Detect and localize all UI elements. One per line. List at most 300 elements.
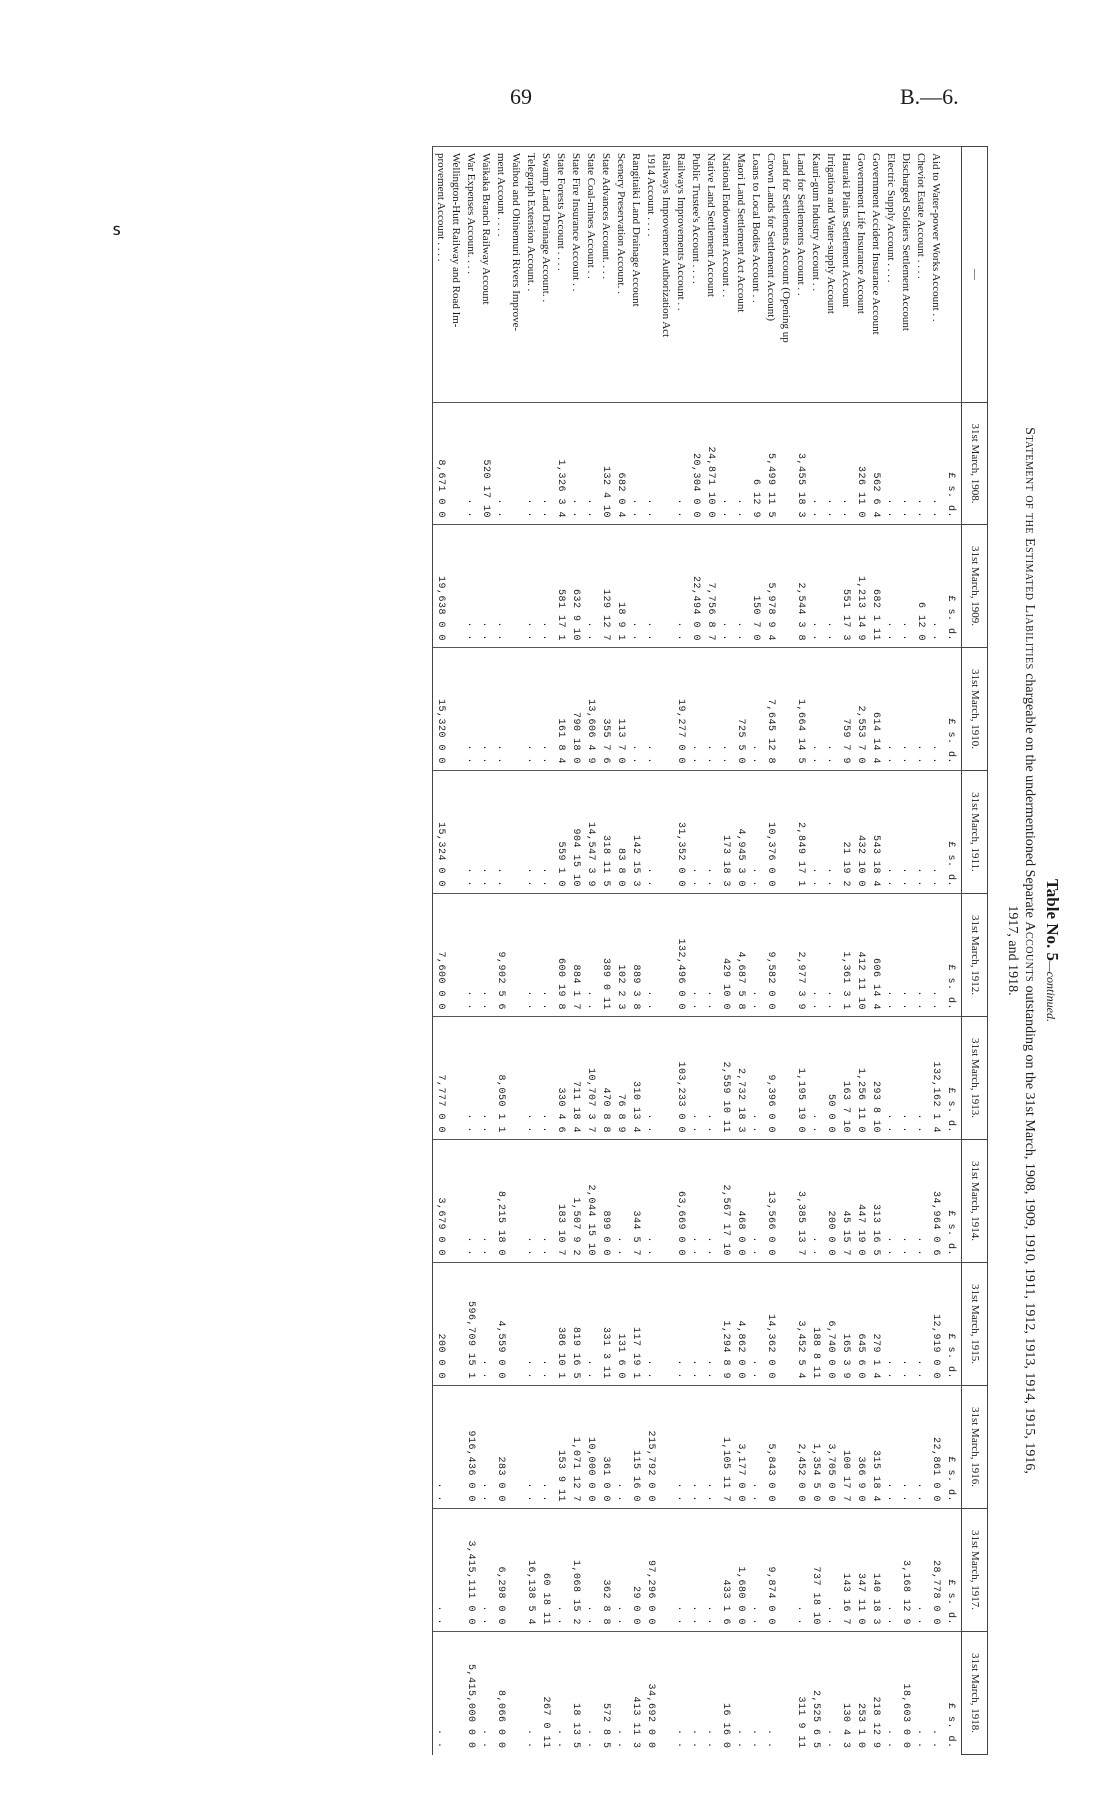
liability-value: . . xyxy=(928,648,943,771)
liability-value: 645 6 0 xyxy=(853,1263,868,1386)
liability-value: 2,044 15 10 xyxy=(583,1140,598,1263)
liability-value: 355 7 6 xyxy=(598,648,613,771)
liability-value: . . xyxy=(643,1263,658,1386)
liability-value: 132,496 0 0 xyxy=(673,894,688,1017)
liability-value: . . xyxy=(883,1386,898,1509)
liability-value: . . xyxy=(883,771,898,894)
table-row xyxy=(808,147,823,1755)
liability-value: 682 1 11 xyxy=(868,525,883,648)
liability-value: 1,105 11 7 xyxy=(718,1386,733,1509)
liability-value: . . xyxy=(433,1632,449,1755)
liability-value: 310 13 4 xyxy=(628,1017,643,1140)
table-row xyxy=(868,147,883,1755)
liability-value: 14,547 3 9 xyxy=(583,771,598,894)
header-row xyxy=(962,147,988,1755)
liability-value: 1,068 15 2 xyxy=(568,1509,583,1632)
table-row xyxy=(733,147,748,1755)
liability-value: 4,862 0 0 xyxy=(733,1263,748,1386)
table-row xyxy=(598,147,613,1755)
liability-value: . . xyxy=(538,1017,553,1140)
liability-value: 200 0 0 xyxy=(433,1263,449,1386)
liability-value xyxy=(448,525,463,648)
liability-value: 366 9 0 xyxy=(853,1386,868,1509)
liability-value: 1,195 19 0 xyxy=(793,1017,808,1140)
liability-value xyxy=(508,1263,523,1386)
liability-value xyxy=(448,1017,463,1140)
liability-value: . . xyxy=(823,648,838,771)
liability-value: 2,553 7 0 xyxy=(853,648,868,771)
account-name: Cheviot Estate Account . . . . xyxy=(913,147,928,403)
liability-value: 279 1 4 xyxy=(868,1263,883,1386)
liability-value: . . xyxy=(808,648,823,771)
liability-value xyxy=(508,1632,523,1755)
account-name: Scenery Preservation Account. . xyxy=(613,147,628,403)
liability-value: . . xyxy=(913,403,928,525)
liability-value xyxy=(658,1386,673,1509)
liability-value: . . xyxy=(793,1509,808,1632)
liability-value: 759 7 9 xyxy=(838,648,853,771)
liability-value: . . xyxy=(538,894,553,1017)
liability-value: 899 0 0 xyxy=(598,1140,613,1263)
units-cell: £ s. d. xyxy=(943,894,962,1017)
subtitle-accounts: Accounts xyxy=(1022,921,1037,983)
liability-value: . . xyxy=(913,1017,928,1140)
table-row xyxy=(628,147,643,1755)
liability-value: . . xyxy=(703,1017,718,1140)
account-name: National Endowment Account . . xyxy=(718,147,733,403)
liability-value: . . xyxy=(703,1263,718,1386)
liability-value: 9,396 0 0 xyxy=(763,1017,778,1140)
liability-value: 3,455 18 3 xyxy=(793,403,808,525)
liability-value: 16 16 0 xyxy=(718,1632,733,1755)
liability-value: 6 12 9 xyxy=(748,403,763,525)
liability-value: 386 10 1 xyxy=(553,1263,568,1386)
liability-value: . . xyxy=(688,1509,703,1632)
liability-value: 13,606 4 9 xyxy=(583,648,598,771)
liability-value: 153 9 11 xyxy=(553,1386,568,1509)
liability-value: . . xyxy=(808,1017,823,1140)
units-cell: £ s. d. xyxy=(943,771,962,894)
liability-value: 562 6 4 xyxy=(868,403,883,525)
liability-value: 433 1 6 xyxy=(718,1509,733,1632)
liability-value xyxy=(658,1632,673,1755)
liability-value xyxy=(448,1509,463,1632)
liability-value: . . xyxy=(733,403,748,525)
liability-value xyxy=(448,1632,463,1755)
liability-value: . . xyxy=(928,894,943,1017)
liability-value: 18,603 0 0 xyxy=(898,1632,913,1755)
liability-value: . . xyxy=(673,1386,688,1509)
liability-value: . . xyxy=(643,1017,658,1140)
liability-value: 76 8 9 xyxy=(613,1017,628,1140)
liability-value: . . xyxy=(883,1263,898,1386)
liability-value: . . xyxy=(538,1386,553,1509)
liability-value: . . xyxy=(898,1386,913,1509)
liability-value: 10,000 0 0 xyxy=(583,1386,598,1509)
account-name: Telegraph Extension Account. . xyxy=(523,147,538,403)
account-name: Waikaka Branch Railway Account xyxy=(478,147,493,403)
liability-value: . . xyxy=(523,1140,538,1263)
units-cell: £ s. d. xyxy=(943,1140,962,1263)
liability-value: . . xyxy=(583,1263,598,1386)
liability-value: 884 1 7 xyxy=(568,894,583,1017)
liability-value: 5,978 9 4 xyxy=(763,525,778,648)
table-row xyxy=(703,147,718,1755)
liability-value xyxy=(658,1509,673,1632)
liability-value: . . xyxy=(823,894,838,1017)
liability-value: 413 11 3 xyxy=(628,1632,643,1755)
liability-value xyxy=(658,648,673,771)
liability-value: 2,559 10 11 xyxy=(718,1017,733,1140)
liability-value: 115 16 0 xyxy=(628,1386,643,1509)
liability-value: 10,707 3 7 xyxy=(583,1017,598,1140)
liability-value: . . xyxy=(643,771,658,894)
liability-value: . . xyxy=(463,525,478,648)
liability-value xyxy=(508,648,523,771)
liability-value: 551 17 3 xyxy=(838,525,853,648)
liability-value: . . xyxy=(478,1509,493,1632)
liability-value: 596,709 15 1 xyxy=(463,1263,478,1386)
liability-value: 1,664 14 5 xyxy=(793,648,808,771)
units-cell: £ s. d. xyxy=(943,1509,962,1632)
liability-value: . . xyxy=(673,403,688,525)
liability-value xyxy=(658,894,673,1017)
liability-value: 293 8 10 xyxy=(868,1017,883,1140)
liability-value: . . xyxy=(748,1386,763,1509)
liability-value: . . xyxy=(478,771,493,894)
liability-value: 632 9 10 xyxy=(568,525,583,648)
header-date: 31st March, 1913. xyxy=(962,1017,988,1140)
liability-value: 1,256 11 0 xyxy=(853,1017,868,1140)
liability-value: 132,162 1 4 xyxy=(928,1017,943,1140)
liability-value: 447 19 0 xyxy=(853,1140,868,1263)
liability-value: 267 0 11 xyxy=(538,1632,553,1755)
table-continued: —continued. xyxy=(1044,961,1058,1023)
liability-value: . . xyxy=(688,771,703,894)
liability-value: . . xyxy=(748,1632,763,1755)
table-row xyxy=(538,147,553,1755)
table-row xyxy=(448,147,463,1755)
liability-value: 20,304 0 0 xyxy=(688,403,703,525)
liability-value: 559 1 0 xyxy=(553,771,568,894)
liability-value: 344 5 7 xyxy=(628,1140,643,1263)
liability-value: 60 18 11 xyxy=(538,1509,553,1632)
table-body xyxy=(433,147,962,1755)
liability-value: . . xyxy=(703,648,718,771)
liability-value: . . xyxy=(748,894,763,1017)
liability-value: 318 11 5 xyxy=(598,771,613,894)
header-date: 31st March, 1911. xyxy=(962,771,988,894)
liability-value: 2,849 17 1 xyxy=(793,771,808,894)
liability-value xyxy=(508,1017,523,1140)
liability-value: . . xyxy=(928,1632,943,1755)
liability-value: 7,777 0 0 xyxy=(433,1017,449,1140)
liability-value: . . xyxy=(823,403,838,525)
liability-value: . . xyxy=(883,1140,898,1263)
liability-value: 1,071 12 7 xyxy=(568,1386,583,1509)
liability-value xyxy=(658,403,673,525)
liability-value: . . xyxy=(523,525,538,648)
liability-value: 4,559 0 0 xyxy=(493,1263,508,1386)
account-name: Land for Settlements Account (Opening up xyxy=(778,147,793,403)
units-cell: £ s. d. xyxy=(943,1632,962,1755)
liability-value: 12,919 0 0 xyxy=(928,1263,943,1386)
liability-value: . . xyxy=(673,525,688,648)
liability-value: 2,567 17 10 xyxy=(718,1140,733,1263)
liability-value: . . xyxy=(538,403,553,525)
liability-value: . . xyxy=(628,648,643,771)
liability-value: . . xyxy=(523,894,538,1017)
liabilities-table xyxy=(432,146,988,1755)
liability-value xyxy=(778,1632,793,1755)
liability-value: . . xyxy=(703,1632,718,1755)
liability-value: 10,376 0 0 xyxy=(763,771,778,894)
liability-value: 140 18 3 xyxy=(868,1509,883,1632)
liability-value: . . xyxy=(523,1263,538,1386)
liability-value: . . xyxy=(838,403,853,525)
units-cell: £ s. d. xyxy=(943,1386,962,1509)
liability-value: . . xyxy=(478,1386,493,1509)
liability-value: 215,792 0 0 xyxy=(643,1386,658,1509)
liability-value: 200 0 0 xyxy=(823,1140,838,1263)
liability-value: . . xyxy=(463,648,478,771)
table-row xyxy=(583,147,598,1755)
liability-value: 7,756 8 7 xyxy=(703,525,718,648)
liability-value: 31,352 0 0 xyxy=(673,771,688,894)
account-name: Crown Lands for Settlement Account) xyxy=(763,147,778,403)
liability-value: . . xyxy=(523,771,538,894)
account-name: Waihou and Ohinemuri Rivers Improve- xyxy=(508,147,523,403)
liability-value: 8,215 18 0 xyxy=(493,1140,508,1263)
liability-value: . . xyxy=(898,771,913,894)
liability-value: . . xyxy=(898,403,913,525)
table-row xyxy=(838,147,853,1755)
account-name: Government Accident Insurance Account xyxy=(868,147,883,403)
liability-value: . . xyxy=(673,1632,688,1755)
liability-value xyxy=(508,403,523,525)
liability-value xyxy=(448,894,463,1017)
account-name: Kauri-gum Industry Account . . xyxy=(808,147,823,403)
liability-value: 22,861 0 0 xyxy=(928,1386,943,1509)
liability-value xyxy=(508,525,523,648)
liability-value xyxy=(658,771,673,894)
liability-value: . . xyxy=(583,403,598,525)
liability-value: . . xyxy=(808,525,823,648)
table-row xyxy=(763,147,778,1755)
liability-value: 904 15 10 xyxy=(568,771,583,894)
liability-value: 283 0 0 xyxy=(493,1386,508,1509)
liability-value: . . xyxy=(913,894,928,1017)
account-name: Electric Supply Account . . . . xyxy=(883,147,898,403)
liability-value: . . xyxy=(568,403,583,525)
liability-value: . . xyxy=(583,1509,598,1632)
liability-value: 313 16 5 xyxy=(868,1140,883,1263)
liability-value: 3,385 13 7 xyxy=(793,1140,808,1263)
liability-value: 150 7 0 xyxy=(748,525,763,648)
liability-value xyxy=(778,771,793,894)
table-subtitle xyxy=(1004,146,1038,1755)
liability-value: . . xyxy=(808,771,823,894)
liability-value: 581 17 1 xyxy=(553,525,568,648)
liability-value: . . xyxy=(913,771,928,894)
liability-value: . . xyxy=(688,894,703,1017)
account-name: Rangitaiki Land Drainage Account xyxy=(628,147,643,403)
page-number: 69 xyxy=(510,84,532,109)
liability-value: 97,296 0 0 xyxy=(643,1509,658,1632)
liability-value: . . xyxy=(478,648,493,771)
liability-value: . . xyxy=(928,525,943,648)
liability-value: 29 0 0 xyxy=(628,1509,643,1632)
liability-value: 143 16 7 xyxy=(838,1509,853,1632)
table-row xyxy=(463,147,478,1755)
account-name: War Expenses Account. . . . xyxy=(463,147,478,403)
liability-value: . . xyxy=(628,525,643,648)
liability-value xyxy=(508,771,523,894)
liability-value: 161 8 4 xyxy=(553,648,568,771)
liability-value: . . xyxy=(823,1509,838,1632)
liability-value: 103,233 0 0 xyxy=(673,1017,688,1140)
liability-value xyxy=(448,648,463,771)
liability-value: . . xyxy=(703,771,718,894)
liability-value: 606 14 4 xyxy=(868,894,883,1017)
liability-value: 183 10 7 xyxy=(553,1140,568,1263)
liability-value: . . xyxy=(463,894,478,1017)
liability-value: 142 15 3 xyxy=(628,771,643,894)
account-name: Loans to Local Bodies Account . . xyxy=(748,147,763,403)
liability-value xyxy=(778,1263,793,1386)
liability-value: 173 18 3 xyxy=(718,771,733,894)
liability-value xyxy=(778,1140,793,1263)
liability-value: . . xyxy=(478,894,493,1017)
liability-value: . . xyxy=(463,1017,478,1140)
liability-value: 2,977 3 9 xyxy=(793,894,808,1017)
liability-value xyxy=(508,894,523,1017)
liability-value: . . xyxy=(523,1017,538,1140)
liability-value: 3,705 0 0 xyxy=(823,1386,838,1509)
liability-value: 600 19 8 xyxy=(553,894,568,1017)
liability-value: 3,415,111 0 0 xyxy=(463,1509,478,1632)
liability-value: . . xyxy=(673,1263,688,1386)
liability-value: . . xyxy=(703,1386,718,1509)
account-name: Wellington-Hutt Railway and Road Im- xyxy=(448,147,463,403)
subtitle-prefix: Statement of the Estimated Liabilities xyxy=(1022,427,1037,670)
liability-value: 311 9 11 xyxy=(793,1632,808,1755)
table-row xyxy=(553,147,568,1755)
liability-value: . . xyxy=(523,403,538,525)
liability-value: . . xyxy=(493,648,508,771)
liability-value: . . xyxy=(808,894,823,1017)
liability-value: . . xyxy=(538,525,553,648)
liability-value: 102 2 3 xyxy=(613,894,628,1017)
liability-value xyxy=(778,1386,793,1509)
account-name: Land for Settlements Account . . xyxy=(793,147,808,403)
liability-value xyxy=(658,1140,673,1263)
liability-value: 326 11 0 xyxy=(853,403,868,525)
account-name: Irrigation and Water-supply Account xyxy=(823,147,838,403)
liability-value xyxy=(448,403,463,525)
liability-value xyxy=(508,1509,523,1632)
liability-value: . . xyxy=(718,403,733,525)
liability-value: 24,871 10 0 xyxy=(703,403,718,525)
liability-value: 737 18 10 xyxy=(808,1509,823,1632)
account-name: Public Trustee's Account . . . . xyxy=(688,147,703,403)
liability-value xyxy=(448,1386,463,1509)
table-heading xyxy=(1042,146,1062,1755)
liability-value: . . xyxy=(433,1509,449,1632)
units-cell: £ s. d. xyxy=(943,648,962,771)
liability-value: 15,324 0 0 xyxy=(433,771,449,894)
liability-value: . . xyxy=(928,403,943,525)
liability-value xyxy=(658,525,673,648)
header-date: 31st March, 1918. xyxy=(962,1632,988,1755)
table-row xyxy=(778,147,793,1755)
account-name: Aid to Water-power Works Account . . xyxy=(928,147,943,403)
liability-value xyxy=(658,1263,673,1386)
liability-value: . . xyxy=(463,403,478,525)
liability-value: . . xyxy=(898,1263,913,1386)
liability-value: 8,066 0 0 xyxy=(493,1632,508,1755)
units-cell xyxy=(943,147,962,403)
units-row xyxy=(943,147,962,1755)
liability-value: 6,298 0 0 xyxy=(493,1509,508,1632)
liability-value xyxy=(778,894,793,1017)
table-row xyxy=(823,147,838,1755)
liability-value: 331 3 11 xyxy=(598,1263,613,1386)
liability-value: . . xyxy=(898,525,913,648)
liability-value: . . xyxy=(883,403,898,525)
liability-value: 429 10 0 xyxy=(718,894,733,1017)
liability-value: 188 8 11 xyxy=(808,1263,823,1386)
liability-value: . . xyxy=(523,648,538,771)
account-name: State Advances Account. . . . xyxy=(598,147,613,403)
liability-value: 45 15 7 xyxy=(838,1140,853,1263)
liability-value: . . xyxy=(523,1632,538,1755)
liability-value: 7,600 0 0 xyxy=(433,894,449,1017)
liability-value: . . xyxy=(493,771,508,894)
table-row xyxy=(493,147,508,1755)
liability-value: . . xyxy=(493,525,508,648)
liability-value: . . xyxy=(478,1140,493,1263)
liability-value: . . xyxy=(493,403,508,525)
account-name: provement Account . . . . xyxy=(433,147,449,403)
subtitle-rest: chargeable on the undermentioned Separate xyxy=(1022,669,1037,918)
liability-value: 614 14 4 xyxy=(868,648,883,771)
liability-value: 790 18 0 xyxy=(568,648,583,771)
liability-value: . . xyxy=(643,1140,658,1263)
liability-value: . . xyxy=(583,525,598,648)
liability-value xyxy=(778,1017,793,1140)
liability-value: 16,138 5 4 xyxy=(523,1509,538,1632)
liability-value: . . xyxy=(898,648,913,771)
rotated-table-page xyxy=(168,146,1068,1755)
liability-value: 132 4 10 xyxy=(598,403,613,525)
header-date: 31st March, 1915. xyxy=(962,1263,988,1386)
liability-value: 412 11 10 xyxy=(853,894,868,1017)
liability-value: . . xyxy=(643,403,658,525)
header-date: 31st March, 1910. xyxy=(962,648,988,771)
liability-value: . . xyxy=(613,1509,628,1632)
liability-value: 163 7 10 xyxy=(838,1017,853,1140)
liability-value: . . xyxy=(538,1263,553,1386)
liability-value: 13,566 0 0 xyxy=(763,1140,778,1263)
liability-value xyxy=(448,771,463,894)
liability-value: . . xyxy=(913,1509,928,1632)
liability-value: 315 18 4 xyxy=(868,1386,883,1509)
liability-value: . . xyxy=(883,525,898,648)
liability-value: . . xyxy=(688,1263,703,1386)
header-date: 31st March, 1912. xyxy=(962,894,988,1017)
account-name: 1914 Account . . . . xyxy=(643,147,658,403)
